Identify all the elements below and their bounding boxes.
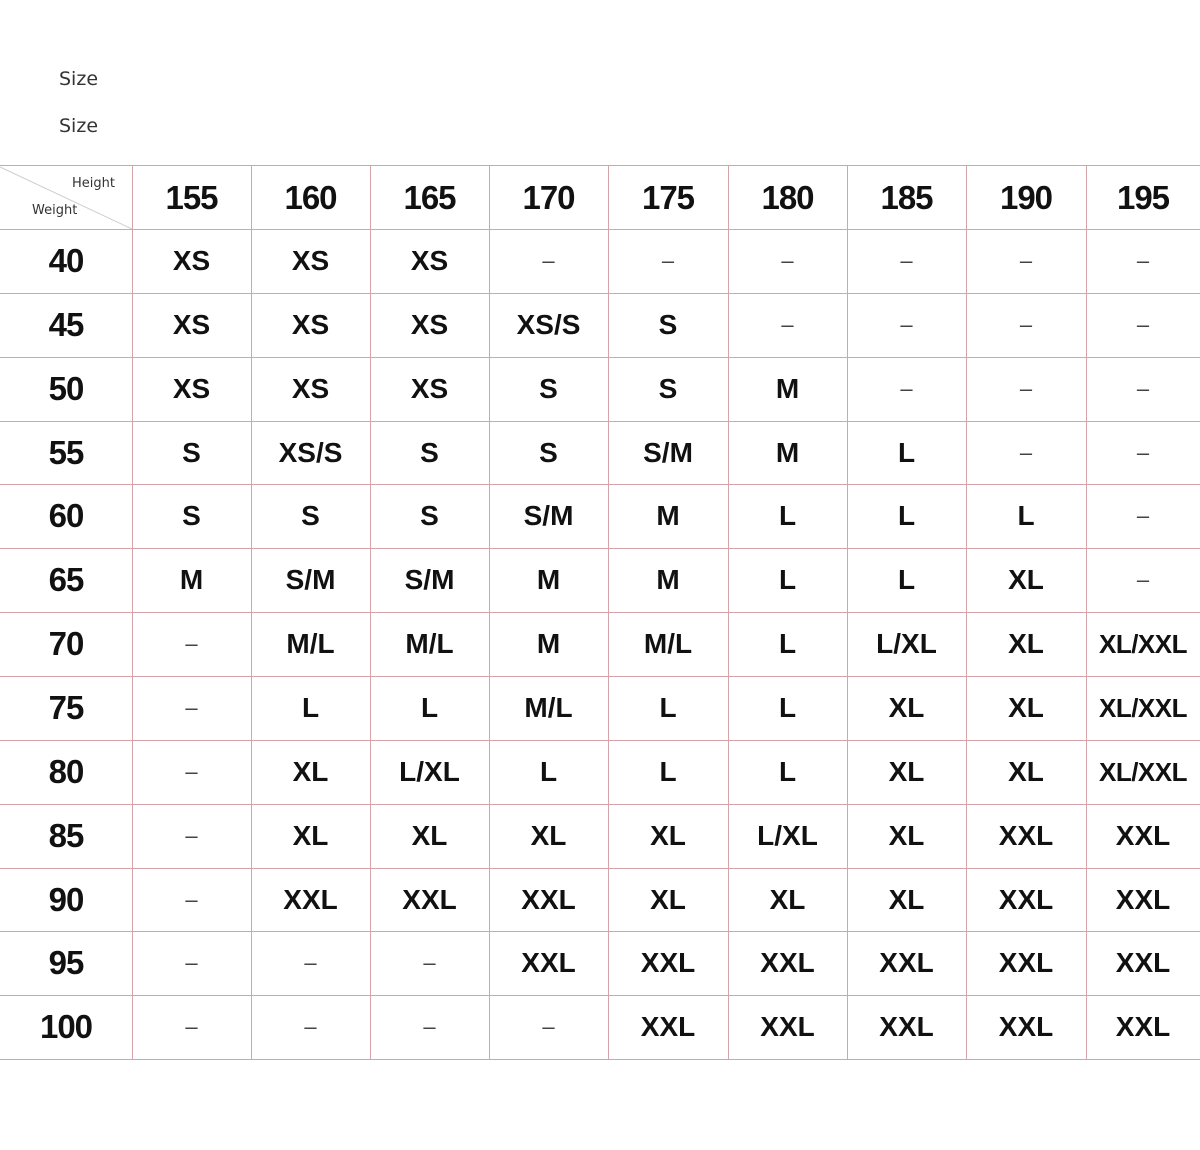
size-cell: XXL (1115, 820, 1171, 851)
size-cell: M/L (524, 692, 573, 723)
size-cell: XXL (521, 947, 576, 978)
size-cell: – (1019, 248, 1033, 273)
size-cell: – (1019, 312, 1033, 337)
size-cell: XXL (998, 1011, 1054, 1042)
size-cell: L (539, 756, 558, 787)
size-cell: XS (410, 373, 449, 404)
size-cell: L (1017, 500, 1035, 531)
size-cell: – (185, 823, 198, 848)
size-cell: S (420, 500, 439, 531)
size-cell: – (185, 759, 198, 784)
size-cell: M (775, 437, 800, 468)
size-cell: M/L (405, 628, 454, 659)
weight-row-header-45: 45 (48, 306, 84, 343)
grid-line-horizontal (0, 165, 1200, 166)
size-cell: XS (172, 309, 211, 340)
height-header-195: 195 (1116, 179, 1170, 216)
size-cell: XS (172, 245, 211, 276)
size-cell: – (423, 1014, 436, 1039)
size-cell: XL (650, 884, 686, 915)
size-cell: S (182, 437, 201, 468)
size-cell: – (661, 248, 675, 273)
size-cell: – (781, 248, 794, 273)
size-cell: XXL (640, 1011, 696, 1042)
weight-row-header-90: 90 (48, 881, 84, 918)
size-cell: – (185, 1014, 198, 1039)
weight-row-header-55: 55 (48, 434, 84, 471)
weight-row-header-50: 50 (48, 370, 84, 407)
size-cell: XS/S (516, 309, 581, 340)
size-cell: XL (888, 756, 925, 787)
size-cell: XS (291, 373, 330, 404)
size-cell: XXL (760, 947, 815, 978)
size-cell: S/M (643, 437, 693, 468)
size-cell: S/M (523, 500, 574, 531)
size-cell: L (897, 564, 916, 595)
size-cell: M (536, 564, 561, 595)
size-title: Size (59, 68, 99, 90)
size-cell: L (301, 692, 320, 723)
size-cell: XXL (283, 884, 338, 915)
size-cell: XL/XXL (1098, 628, 1187, 659)
weight-row-header-100: 100 (39, 1008, 93, 1045)
height-header-190: 190 (999, 179, 1053, 216)
size-cell: XXL (1115, 884, 1171, 915)
size-cell: XXL (1115, 1011, 1171, 1042)
size-cell: M/L (286, 628, 335, 659)
size-cell: L/XL (757, 820, 818, 851)
size-cell: XXL (879, 947, 934, 978)
size-chart-table (0, 165, 1200, 1057)
size-cell: S/M (285, 564, 336, 595)
weight-row-header-40: 40 (48, 242, 84, 279)
size-cell: XS (291, 309, 330, 340)
weight-axis-label: Weight (32, 203, 78, 218)
size-cell: L (778, 564, 797, 595)
size-cell: XL (888, 820, 925, 851)
size-cell: XL (1008, 628, 1044, 659)
size-cell: S (658, 309, 678, 340)
height-header-175: 175 (641, 179, 695, 216)
size-cell: – (185, 887, 198, 912)
weight-row-header-80: 80 (48, 753, 84, 790)
size-cell: XL (292, 820, 329, 851)
size-cell: – (900, 312, 913, 337)
size-cell: – (185, 631, 198, 656)
size-cell: L (659, 692, 677, 723)
size-cell: S (182, 500, 201, 531)
size-cell: XL/XXL (1098, 756, 1187, 787)
size-cell: – (1136, 248, 1150, 273)
size-cell: – (1136, 376, 1150, 401)
size-cell: – (542, 248, 555, 273)
size-cell: XS (172, 373, 211, 404)
size-cell: XS/S (278, 437, 343, 468)
height-header-170: 170 (522, 179, 575, 216)
size-cell: M (656, 500, 680, 531)
size-cell: L (897, 437, 916, 468)
size-cell: XL (411, 820, 448, 851)
size-cell: M (656, 564, 680, 595)
size-cell: S (539, 437, 558, 468)
size-cell: XL (888, 884, 925, 915)
size-cell: XL (530, 820, 567, 851)
size-cell: L (778, 692, 797, 723)
size-cell: – (781, 312, 794, 337)
size-cell: XL/XXL (1098, 692, 1187, 723)
size-cell: – (1019, 376, 1033, 401)
size-cell: XXL (998, 820, 1054, 851)
size-cell: XXL (998, 947, 1054, 978)
size-cell: XXL (879, 1011, 934, 1042)
size-cell: L (420, 692, 439, 723)
weight-row-header-75: 75 (48, 689, 84, 726)
table-corner-header (0, 165, 132, 229)
size-cell: – (304, 950, 317, 975)
size-cell: L (778, 628, 797, 659)
size-cell: XL (1008, 564, 1044, 595)
size-cell: XL (292, 756, 329, 787)
size-cell: L (897, 500, 916, 531)
size-cell: L/XL (399, 756, 460, 787)
size-cell: L/XL (876, 628, 937, 659)
size-cell: XXL (760, 1011, 815, 1042)
size-cell: XXL (402, 884, 457, 915)
size-cell: – (1136, 440, 1150, 465)
size-cell: – (1136, 312, 1150, 337)
size-cell: S/M (404, 564, 455, 595)
height-header-185: 185 (880, 179, 933, 216)
weight-row-header-65: 65 (48, 561, 84, 598)
size-cell: S (658, 373, 678, 404)
size-cell: M (179, 564, 204, 595)
size-cell: M/L (643, 628, 693, 659)
size-cell: XXL (998, 884, 1054, 915)
size-cell: L (778, 756, 797, 787)
size-subtitle: Size (59, 115, 99, 137)
size-cell: XL (1008, 692, 1044, 723)
weight-row-header-70: 70 (48, 625, 84, 662)
weight-row-header-60: 60 (48, 497, 84, 534)
size-cell: – (542, 1014, 555, 1039)
size-cell: XL (769, 884, 806, 915)
height-header-155: 155 (165, 179, 218, 216)
weight-row-header-95: 95 (48, 944, 84, 981)
size-cell: – (900, 248, 913, 273)
size-cell: S (420, 437, 439, 468)
size-cell: XS (410, 245, 449, 276)
size-cell: XS (291, 245, 330, 276)
height-header-160: 160 (284, 179, 337, 216)
size-cell: XS (410, 309, 449, 340)
size-cell: XL (650, 820, 686, 851)
size-cell: M (775, 373, 800, 404)
height-axis-label: Height (72, 176, 115, 191)
size-cell: M (536, 628, 561, 659)
size-cell: XL (1008, 756, 1044, 787)
size-cell: – (185, 950, 198, 975)
size-cell: – (423, 950, 436, 975)
grid-line-horizontal (0, 1059, 1200, 1060)
size-cell: – (304, 1014, 317, 1039)
corner-diagonal-line (0, 165, 132, 229)
size-cell: XXL (521, 884, 576, 915)
size-cell: – (1136, 567, 1150, 592)
size-cell: – (1136, 503, 1150, 528)
size-cell: L (659, 756, 677, 787)
size-cell: – (1019, 440, 1033, 465)
size-cell: XXL (640, 947, 696, 978)
size-cell: – (900, 376, 913, 401)
height-header-165: 165 (403, 179, 456, 216)
size-cell: L (778, 500, 797, 531)
weight-row-header-85: 85 (48, 817, 84, 854)
size-cell: S (539, 373, 558, 404)
size-cell: XXL (1115, 947, 1171, 978)
height-header-180: 180 (761, 179, 814, 216)
size-cell: XL (888, 692, 925, 723)
size-cell: S (301, 500, 320, 531)
size-cell: – (185, 695, 198, 720)
